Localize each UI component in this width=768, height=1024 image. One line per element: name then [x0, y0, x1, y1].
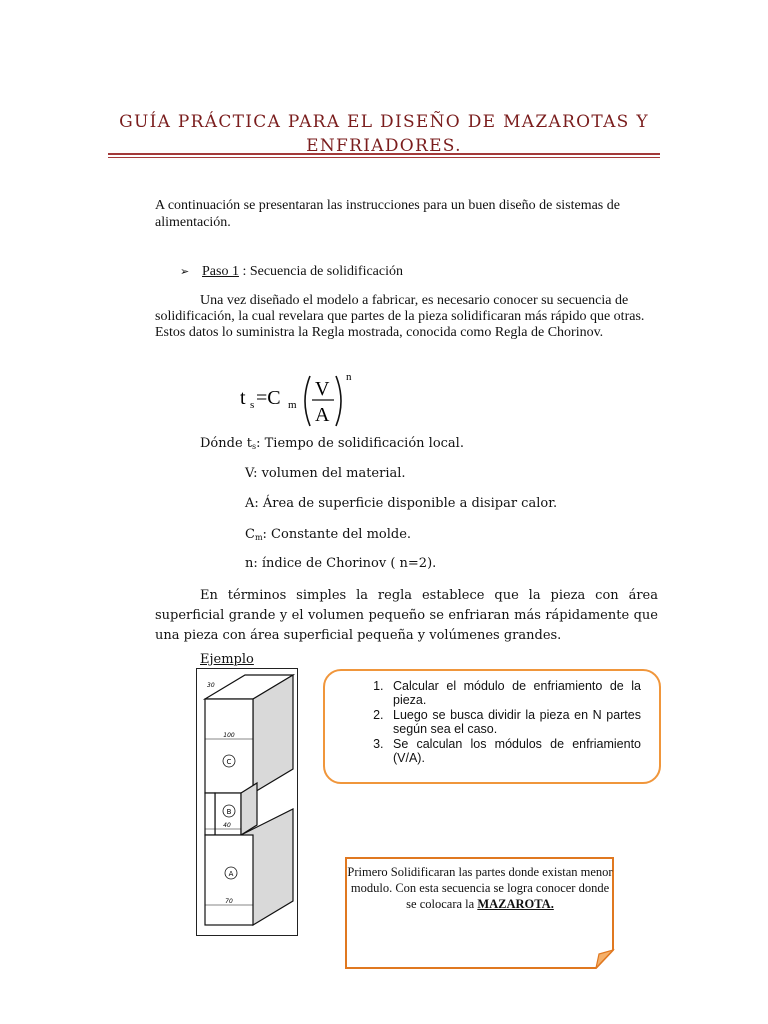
- drawing-dim-mid: 40: [223, 822, 231, 829]
- formula-exponent: n: [346, 371, 352, 383]
- formula-t-sub: s: [250, 399, 255, 411]
- drawing-neck-side: [241, 783, 257, 835]
- definition-ts-sub: s: [252, 442, 257, 451]
- definition-a: A: Área de superficie disponible a disipar calor.: [245, 496, 558, 511]
- definition-cm-prefix: C: [245, 527, 255, 542]
- drawing-label-c: C: [226, 758, 232, 766]
- example-label: Ejemplo: [200, 652, 254, 667]
- formula-left-paren: [305, 376, 310, 426]
- note-body: Primero Solidificaran las partes donde existan menor modulo. Con esta secuencia se logra conocer donde se colocara la: [347, 865, 613, 911]
- formula-c-sub: m: [288, 399, 297, 411]
- definition-cm-sub: m: [254, 533, 263, 542]
- list-item: 2. Luego se busca dividir la pieza en N partes según sea el caso.: [387, 708, 641, 736]
- definition-n: n: índice de Chorinov ( n=2).: [245, 556, 437, 571]
- casting-drawing: [196, 668, 298, 936]
- definition-ts-text: : Tiempo de solidificación local.: [256, 436, 464, 451]
- arrow-bullet-icon: ➢: [180, 266, 190, 278]
- step-colon: :: [238, 264, 247, 279]
- title-rule-thin: [108, 157, 660, 158]
- step-heading: [180, 263, 403, 281]
- formula-eq-c: =C: [256, 387, 281, 409]
- drawing-dim-corner: 30: [207, 682, 215, 689]
- title-line-2: ENFRIADORES.: [306, 136, 462, 156]
- page-title: [100, 110, 668, 158]
- step-label: Paso 1: [202, 264, 239, 279]
- list-item: 3. Se calculan los módulos de enfriamiento (V/A).: [387, 737, 641, 765]
- drawing-bottom-front: [205, 835, 253, 925]
- definition-cm: [245, 527, 411, 542]
- note-emphasis: MAZAROTA.: [477, 897, 554, 911]
- steps-list: [325, 671, 659, 765]
- list-item: 1. Calcular el módulo de enfriamiento de la pieza.: [387, 679, 641, 707]
- chorinov-formula: [238, 368, 378, 430]
- title-line-1: GUÍA PRÁCTICA PARA EL DISEÑO DE MAZAROTAS Y: [119, 112, 649, 132]
- title-rule-thick: [108, 153, 660, 155]
- drawing-label-b: B: [226, 808, 232, 816]
- note-text: [347, 864, 613, 912]
- definition-ts-prefix: Dónde t: [200, 436, 252, 451]
- formula-denominator: A: [315, 404, 330, 426]
- formula-t: t: [240, 387, 246, 409]
- drawing-dim-top: 100: [223, 732, 235, 739]
- intro-paragraph: A continuación se presentaran las instrucciones para un buen diseño de sistemas de alimentación.: [155, 198, 620, 230]
- step-text: Secuencia de solidificación: [246, 264, 404, 279]
- formula-right-paren: [336, 376, 341, 426]
- definition-ts: [200, 436, 464, 451]
- definition-v: V: volumen del material.: [245, 466, 406, 481]
- drawing-dim-bottom: 70: [225, 898, 233, 905]
- paragraph-rule-explanation: En términos simples la regla establece que la pieza con área superficial grande y el volumen pequeño se enfriaran más rápidamente que una pieza con área superficial pequeña y volúmenes grandes.: [155, 588, 658, 643]
- drawing-label-a: A: [228, 870, 234, 878]
- definition-cm-text: : Constante del molde.: [262, 527, 412, 542]
- paragraph-chorinov: Una vez diseñado el modelo a fabricar, es necesario conocer su secuencia de solidificación, la cual revelara que partes de la pieza solidificaran más rápido que otras. Estos datos lo suministra la Regla mostrada, conocida como Regla de Chorinov.: [155, 293, 645, 340]
- steps-box: [323, 669, 661, 784]
- drawing-top-front: [205, 699, 253, 793]
- formula-numerator: V: [315, 378, 330, 400]
